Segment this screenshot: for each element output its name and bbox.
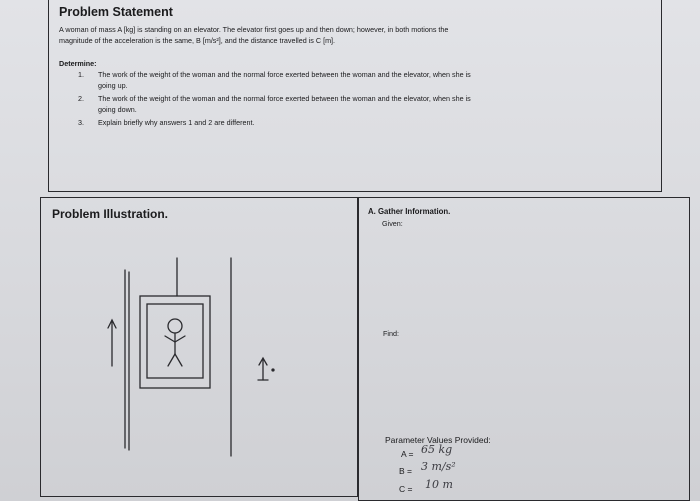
param-b-label: B = xyxy=(399,466,412,476)
gather-heading: A. Gather Information. xyxy=(368,207,451,216)
param-c-value: 10 m xyxy=(425,478,453,491)
param-c-label: C = xyxy=(399,484,413,494)
param-a-label: A = xyxy=(401,449,414,459)
item-3-line-1: Explain briefly why answers 1 and 2 are different. xyxy=(98,118,255,127)
item-3-number: 3. xyxy=(78,118,84,127)
item-1-number: 1. xyxy=(78,70,84,79)
problem-illustration-box xyxy=(40,197,358,497)
statement-line-2: magnitude of the acceleration is the same, B [m/s²], and the distance travelled is C [m]. xyxy=(59,36,336,45)
item-2-number: 2. xyxy=(78,94,84,103)
elevator-sketch xyxy=(41,198,359,498)
gather-information-box xyxy=(358,197,690,501)
item-1-line-2: going up. xyxy=(98,81,128,90)
illustration-heading: Problem Illustration. xyxy=(52,207,169,221)
parameters-label: Parameter Values Provided: xyxy=(385,435,491,445)
param-b-value: 3 m/s² xyxy=(421,460,456,473)
statement-line-1: A woman of mass A [kg] is standing on an elevator. The elevator first goes up and then down; however, in both motions the xyxy=(59,25,449,34)
determine-label: Determine: xyxy=(59,59,97,68)
item-2-line-1: The work of the weight of the woman and the normal force exerted between the woman and the elevator, when she is xyxy=(98,94,471,103)
item-1-line-1: The work of the weight of the woman and the normal force exerted between the woman and the elevator, when she is xyxy=(98,70,471,79)
item-2-line-2: going down. xyxy=(98,105,137,114)
woman-figure xyxy=(168,319,182,333)
param-a-value: 65 kg xyxy=(421,443,453,456)
given-label: Given: xyxy=(382,219,403,228)
problem-statement-box xyxy=(48,0,662,192)
find-label: Find: xyxy=(383,329,399,338)
problem-heading: Problem Statement xyxy=(59,5,173,19)
